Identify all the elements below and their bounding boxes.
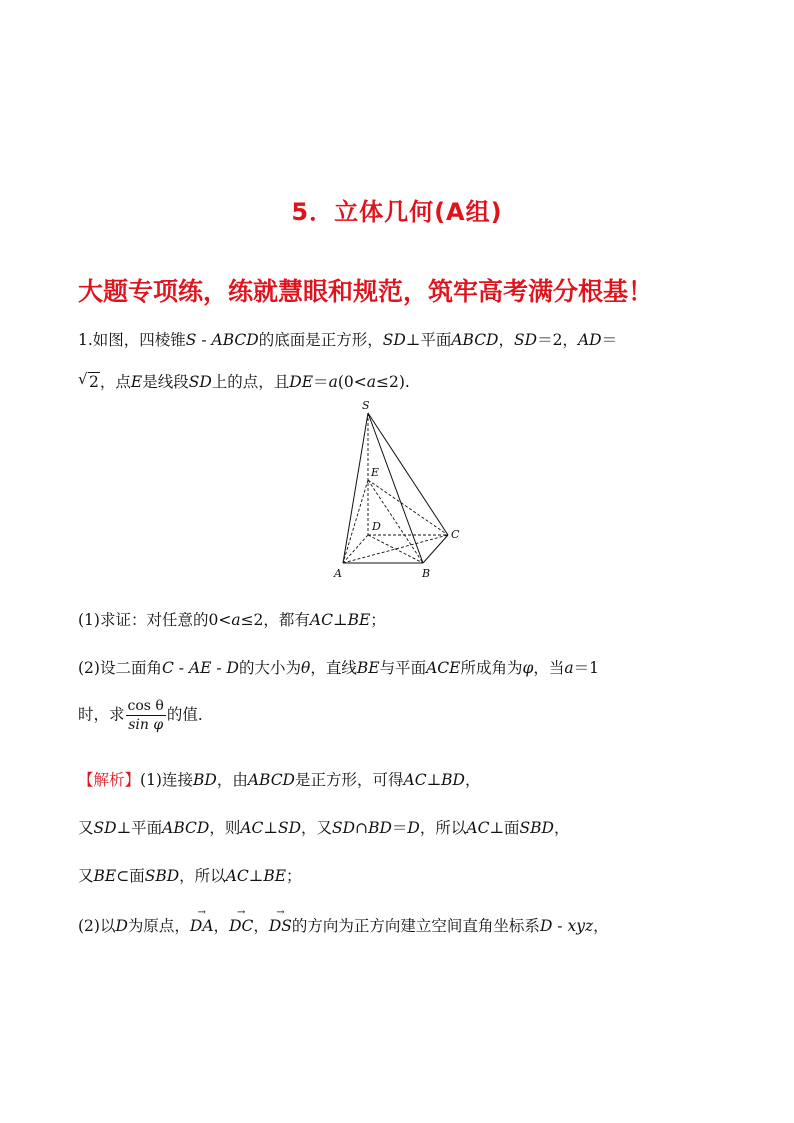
vector-DA: → DA: [189, 907, 214, 935]
question-2-line-2: 时，求 $\frac{\text{cos θ}}{\text{sin φ}}$ 的值．: [78, 698, 214, 733]
problem-line-2: √ 2，点E是线段SD上的点，且DE＝a(0<a≤2).: [78, 370, 410, 391]
vector-DS: → DS: [268, 907, 292, 935]
solution-line-3: 又BE⊂面SBD，所以AC⊥BE；: [78, 867, 302, 885]
label-E: E: [371, 466, 380, 479]
solution-line-4: (2)以D为原点， → DA， → DC， → DS的方向为正方向建立空间直角坐标系D - xyz，: [78, 907, 609, 935]
page-title: 5．立体几何(A组): [291, 198, 503, 226]
question-2-line-1: (2)设二面角C - AE - D的大小为θ，直线BE与平面ACE所成角为φ，当a＝1: [78, 659, 599, 677]
edge-BC: [423, 535, 448, 563]
problem-line-1: 1.如图，四棱锥S - ABCD的底面是正方形，SD⊥平面ABCD，SD＝2，AD＝: [78, 331, 618, 349]
vector-DC: → DC: [229, 907, 254, 935]
slogan: 大题专项练，练就慧眼和规范，筑牢高考满分根基！: [78, 277, 654, 306]
label-B: B: [422, 567, 431, 580]
fraction-cos-over-sin: $\frac{\text{cos θ}}{\text{sin φ}}$: [127, 698, 164, 733]
label-D: D: [372, 520, 381, 533]
edge-SB: [368, 413, 423, 563]
edge-SC: [368, 413, 448, 535]
label-S: S: [362, 399, 370, 412]
label-A: A: [334, 567, 342, 580]
solution-tag: 【解析】: [78, 771, 141, 789]
edge-EA: [343, 480, 368, 563]
label-C: C: [451, 528, 460, 541]
solution-line-1: 【解析】(1)连接BD，由ABCD是正方形，可得AC⊥BD，: [78, 771, 481, 789]
sqrt-expression: √ 2: [78, 370, 99, 391]
pyramid-figure: [325, 395, 475, 585]
solution-line-2: 又SD⊥平面ABCD，则AC⊥SD，又SD∩BD＝D，所以AC⊥面SBD，: [78, 819, 570, 837]
question-1: (1)求证：对任意的0<a≤2，都有AC⊥BE；: [78, 611, 386, 629]
edge-SA: [343, 413, 368, 563]
